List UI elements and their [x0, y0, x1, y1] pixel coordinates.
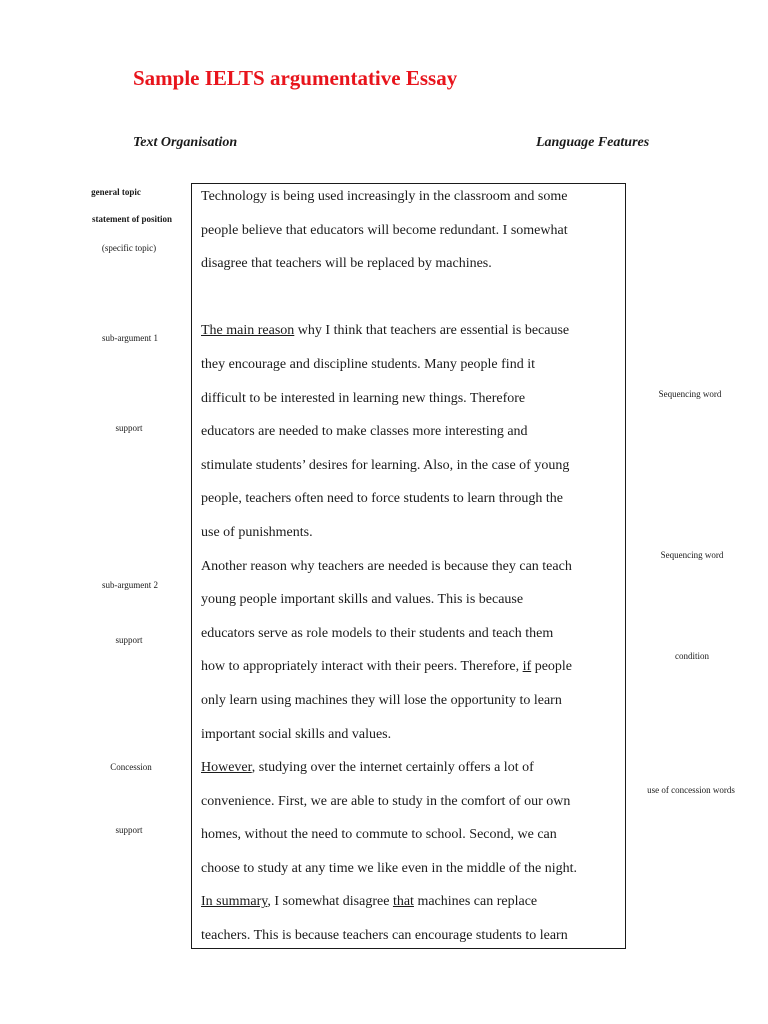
essay-line-text: , studying over the internet certainly offers a lot of	[251, 760, 534, 776]
essay-line: only learn using machines they will lose the opportunity to learn	[201, 692, 562, 708]
essay-line: choose to study at any time we like even in the middle of the night.	[201, 860, 577, 876]
summary-word-in-summary: In summary	[201, 894, 268, 910]
essay-box	[191, 183, 626, 949]
essay-line: people believe that educators will become redundant. I somewhat	[201, 222, 568, 238]
essay-line: difficult to be interested in learning new things. Therefore	[201, 390, 526, 406]
condition-word-if: if	[522, 659, 532, 675]
essay-line-text: , I somewhat disagree	[267, 894, 393, 910]
label-concession: Concession	[110, 762, 152, 772]
essay-line: young people important skills and values. This is because	[201, 592, 524, 608]
paragraph-gap	[201, 281, 621, 315]
label-condition: condition	[675, 651, 709, 661]
essay-line: use of punishments.	[201, 524, 313, 540]
essay-line	[201, 314, 621, 348]
essay-line	[201, 650, 621, 684]
essay-line: Technology is being used increasingly in the classroom and some	[201, 189, 568, 204]
essay-line: homes, without the need to commute to school. Second, we can	[201, 827, 557, 843]
label-concession-words: use of concession words	[647, 785, 735, 795]
underlined-word-that: that	[392, 894, 414, 910]
label-support-3: support	[115, 825, 143, 835]
concession-word-however: However	[201, 760, 252, 776]
language-features-heading: Language Features	[536, 135, 650, 150]
label-statement-of-position: statement of position	[92, 214, 172, 224]
essay-line: teachers. This is because teachers can encourage students to learn	[201, 928, 568, 944]
label-sequencing-word-2: Sequencing word	[660, 550, 724, 560]
essay-line-text: why I think that teachers are essential is because	[294, 323, 570, 339]
essay-line: convenience. First, we are able to study in the comfort of our own	[201, 793, 571, 809]
essay-line: important social skills and values.	[201, 726, 392, 742]
label-sequencing-word-1: Sequencing word	[658, 389, 722, 399]
text-organisation-heading: Text Organisation	[133, 135, 238, 150]
label-support-2: support	[115, 635, 143, 645]
essay-line: educators are needed to make classes more interesting and	[201, 424, 528, 440]
page-title: Sample IELTS argumentative Essay	[133, 66, 458, 90]
essay-line	[201, 885, 621, 919]
label-sub-argument-1: sub-argument 1	[101, 333, 159, 343]
essay-line-text: how to appropriately interact with their peers. Therefore,	[201, 659, 523, 675]
essay-line: stimulate students’ desires for learning. Also, in the case of young	[201, 457, 570, 473]
essay-line	[201, 751, 621, 785]
label-sub-argument-2: sub-argument 2	[101, 580, 159, 590]
label-support-1: support	[115, 423, 143, 433]
essay-line-text: machines can replace	[413, 894, 538, 910]
sequencing-word-main-reason: The main reason	[201, 323, 295, 339]
essay-line: educators serve as role models to their students and teach them	[201, 625, 554, 641]
essay-line: they encourage and discipline students. Many people find it	[201, 356, 535, 372]
essay-line-text: people	[531, 659, 573, 675]
essay-text	[201, 183, 621, 949]
essay-line: people, teachers often need to force students to learn through the	[201, 491, 563, 507]
essay-line: disagree that teachers will be replaced by machines.	[201, 256, 492, 272]
essay-line: Another reason why teachers are needed is because they can teach	[201, 558, 572, 574]
label-specific-topic: (specific topic)	[101, 243, 157, 253]
label-general-topic: general topic	[91, 187, 141, 197]
